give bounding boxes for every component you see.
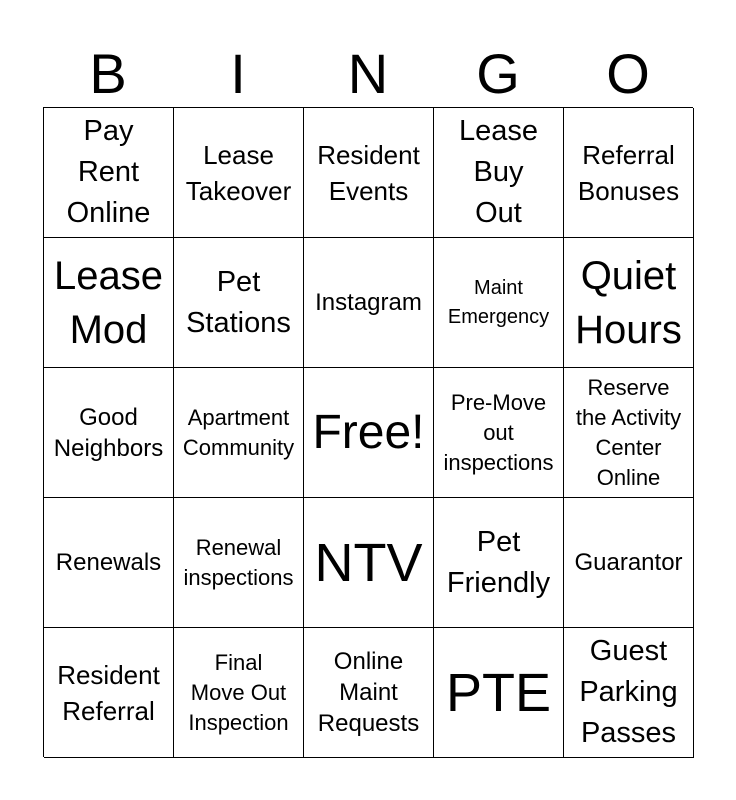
- header-letter-i: I: [230, 42, 246, 105]
- bingo-cell[interactable]: Pet Stations: [174, 238, 304, 368]
- header-letter-g: G: [476, 42, 520, 105]
- bingo-cell[interactable]: Referral Bonuses: [564, 108, 694, 238]
- bingo-cell[interactable]: Good Neighbors: [44, 368, 174, 498]
- bingo-cell[interactable]: Lease Mod: [44, 238, 174, 368]
- bingo-cell[interactable]: Quiet Hours: [564, 238, 694, 368]
- bingo-header: [43, 40, 693, 108]
- header-letter-o: O: [606, 42, 650, 105]
- bingo-cell[interactable]: Resident Referral: [44, 628, 174, 758]
- bingo-cell[interactable]: Maint Emergency: [434, 238, 564, 368]
- bingo-cell[interactable]: Renewals: [44, 498, 174, 628]
- header-letter-b: B: [89, 42, 127, 105]
- free-space[interactable]: Free!: [304, 368, 434, 498]
- bingo-cell[interactable]: Online Maint Requests: [304, 628, 434, 758]
- bingo-cell[interactable]: Guest Parking Passes: [564, 628, 694, 758]
- bingo-cell[interactable]: PTE: [434, 628, 564, 758]
- bingo-cell[interactable]: NTV: [304, 498, 434, 628]
- bingo-cell[interactable]: Apartment Community: [174, 368, 304, 498]
- bingo-grid: [43, 107, 693, 757]
- bingo-cell[interactable]: Renewal inspections: [174, 498, 304, 628]
- bingo-cell[interactable]: Pet Friendly: [434, 498, 564, 628]
- bingo-cell[interactable]: Guarantor: [564, 498, 694, 628]
- header-letter-n: N: [347, 42, 389, 105]
- bingo-cell[interactable]: Reserve the Activity Center Online: [564, 368, 694, 498]
- bingo-cell[interactable]: Pay Rent Online: [44, 108, 174, 238]
- bingo-cell[interactable]: Lease Takeover: [174, 108, 304, 238]
- bingo-cell[interactable]: Resident Events: [304, 108, 434, 238]
- bingo-cell[interactable]: Instagram: [304, 238, 434, 368]
- bingo-cell[interactable]: Lease Buy Out: [434, 108, 564, 238]
- bingo-cell[interactable]: Pre-Move out inspections: [434, 368, 564, 498]
- bingo-cell[interactable]: Final Move Out Inspection: [174, 628, 304, 758]
